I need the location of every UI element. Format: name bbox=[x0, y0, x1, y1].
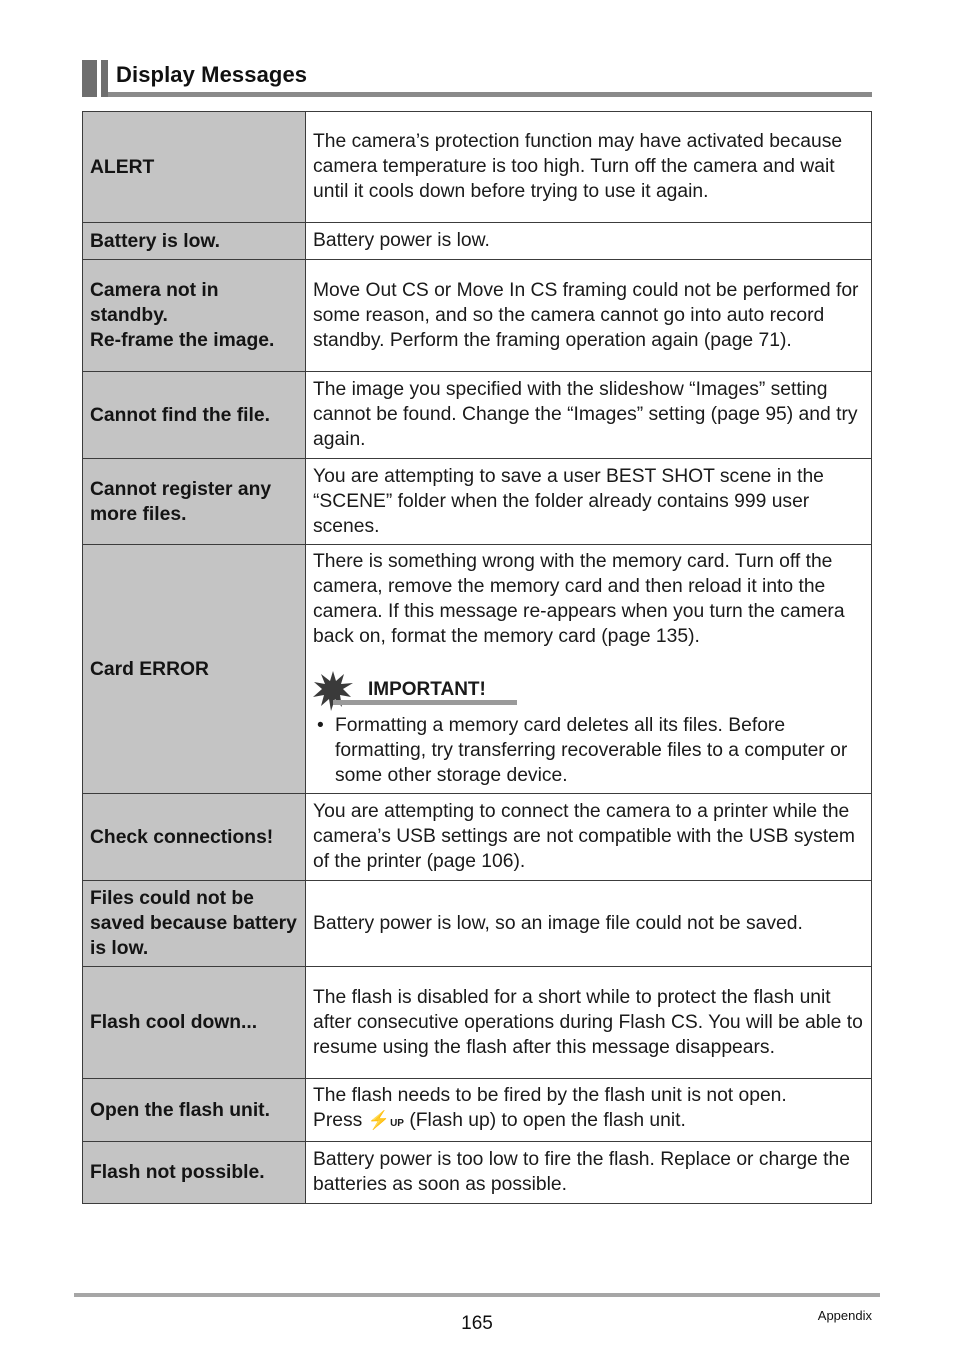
message-name: Cannot register any more files. bbox=[83, 459, 306, 545]
flash-description-line1: The flash needs to be fired by the flash unit is not open. bbox=[313, 1085, 787, 1106]
table-row bbox=[83, 372, 872, 459]
message-name: Flash cool down... bbox=[83, 967, 306, 1079]
message-name: Camera not in standby. Re-frame the image. bbox=[83, 260, 306, 372]
message-name: Card ERROR bbox=[83, 545, 306, 794]
header-bar-thin bbox=[101, 60, 108, 97]
message-description: Battery power is low, so an image file could not be saved. bbox=[306, 881, 872, 967]
message-name: Check connections! bbox=[83, 794, 306, 881]
message-description: Battery power is too low to fire the flash. Replace or charge the batteries as soon as possible. bbox=[306, 1142, 872, 1204]
table-row bbox=[83, 967, 872, 1079]
message-description bbox=[306, 1079, 872, 1142]
bullet-icon: • bbox=[317, 715, 324, 736]
message-name: Flash not possible. bbox=[83, 1142, 306, 1204]
message-description bbox=[306, 545, 872, 794]
message-description: You are attempting to save a user BEST SHOT scene in the “SCENE” folder when the folder already contains 999 user scenes. bbox=[306, 459, 872, 545]
message-name: Battery is low. bbox=[83, 223, 306, 260]
important-note bbox=[313, 671, 864, 711]
list-item bbox=[313, 713, 864, 788]
press-text: Press bbox=[313, 1110, 368, 1131]
table-row bbox=[83, 881, 872, 967]
header-underline bbox=[108, 92, 872, 97]
table-row bbox=[83, 459, 872, 545]
message-description: The flash is disabled for a short while to protect the flash unit after consecutive operations during Flash CS. You will be able to resume using the flash after this message disappears. bbox=[306, 967, 872, 1079]
section-header bbox=[82, 58, 872, 98]
message-description: You are attempting to connect the camera to a printer while the camera’s USB settings are not compatible with the USB system of the printer (page 106). bbox=[306, 794, 872, 881]
footer-divider bbox=[74, 1293, 880, 1297]
table-row bbox=[83, 794, 872, 881]
bullet-text: Formatting a memory card deletes all its files. Before formatting, try transferring recoverable files to a computer or some other storage device. bbox=[335, 715, 848, 786]
message-description: The image you specified with the slideshow “Images” setting cannot be found. Change the “Images” setting (page 95) and try again. bbox=[306, 372, 872, 459]
table-row bbox=[83, 223, 872, 260]
important-label: IMPORTANT! bbox=[368, 679, 486, 700]
header-bar-thick bbox=[82, 60, 97, 97]
table-row bbox=[83, 260, 872, 372]
page-number: 165 bbox=[461, 1313, 493, 1334]
message-description: Move Out CS or Move In CS framing could not be performed for some reason, and so the camera cannot go into auto record standby. Perform the framing operation again (page 71). bbox=[306, 260, 872, 372]
flash-up-text: (Flash up) to open the flash unit. bbox=[403, 1110, 686, 1131]
message-description: The camera’s protection function may have activated because camera temperature is too high. Turn off the camera and wait until it cools down before trying to use it again. bbox=[306, 112, 872, 223]
table-row bbox=[83, 545, 872, 794]
page-title: Display Messages bbox=[116, 62, 308, 87]
card-error-description: There is something wrong with the memory card. Turn off the camera, remove the memory card and then reload it into the camera. If this message re-appears when you turn the camera back on, format the memory card (page 135). bbox=[313, 551, 845, 647]
messages-table bbox=[82, 111, 872, 1204]
table-row bbox=[83, 1142, 872, 1204]
footer-section-label: Appendix bbox=[817, 1308, 872, 1323]
message-name: Cannot find the file. bbox=[83, 372, 306, 459]
message-name: ALERT bbox=[83, 112, 306, 223]
message-name: Files could not be saved because battery is low. bbox=[83, 881, 306, 967]
table-row bbox=[83, 112, 872, 223]
table-row bbox=[83, 1079, 872, 1142]
message-description: Battery power is low. bbox=[306, 223, 872, 260]
flash-up-icon: ⚡UP bbox=[367, 1110, 404, 1130]
message-name: Open the flash unit. bbox=[83, 1079, 306, 1142]
burst-icon bbox=[313, 671, 353, 711]
flash-description-line2 bbox=[313, 1108, 864, 1136]
